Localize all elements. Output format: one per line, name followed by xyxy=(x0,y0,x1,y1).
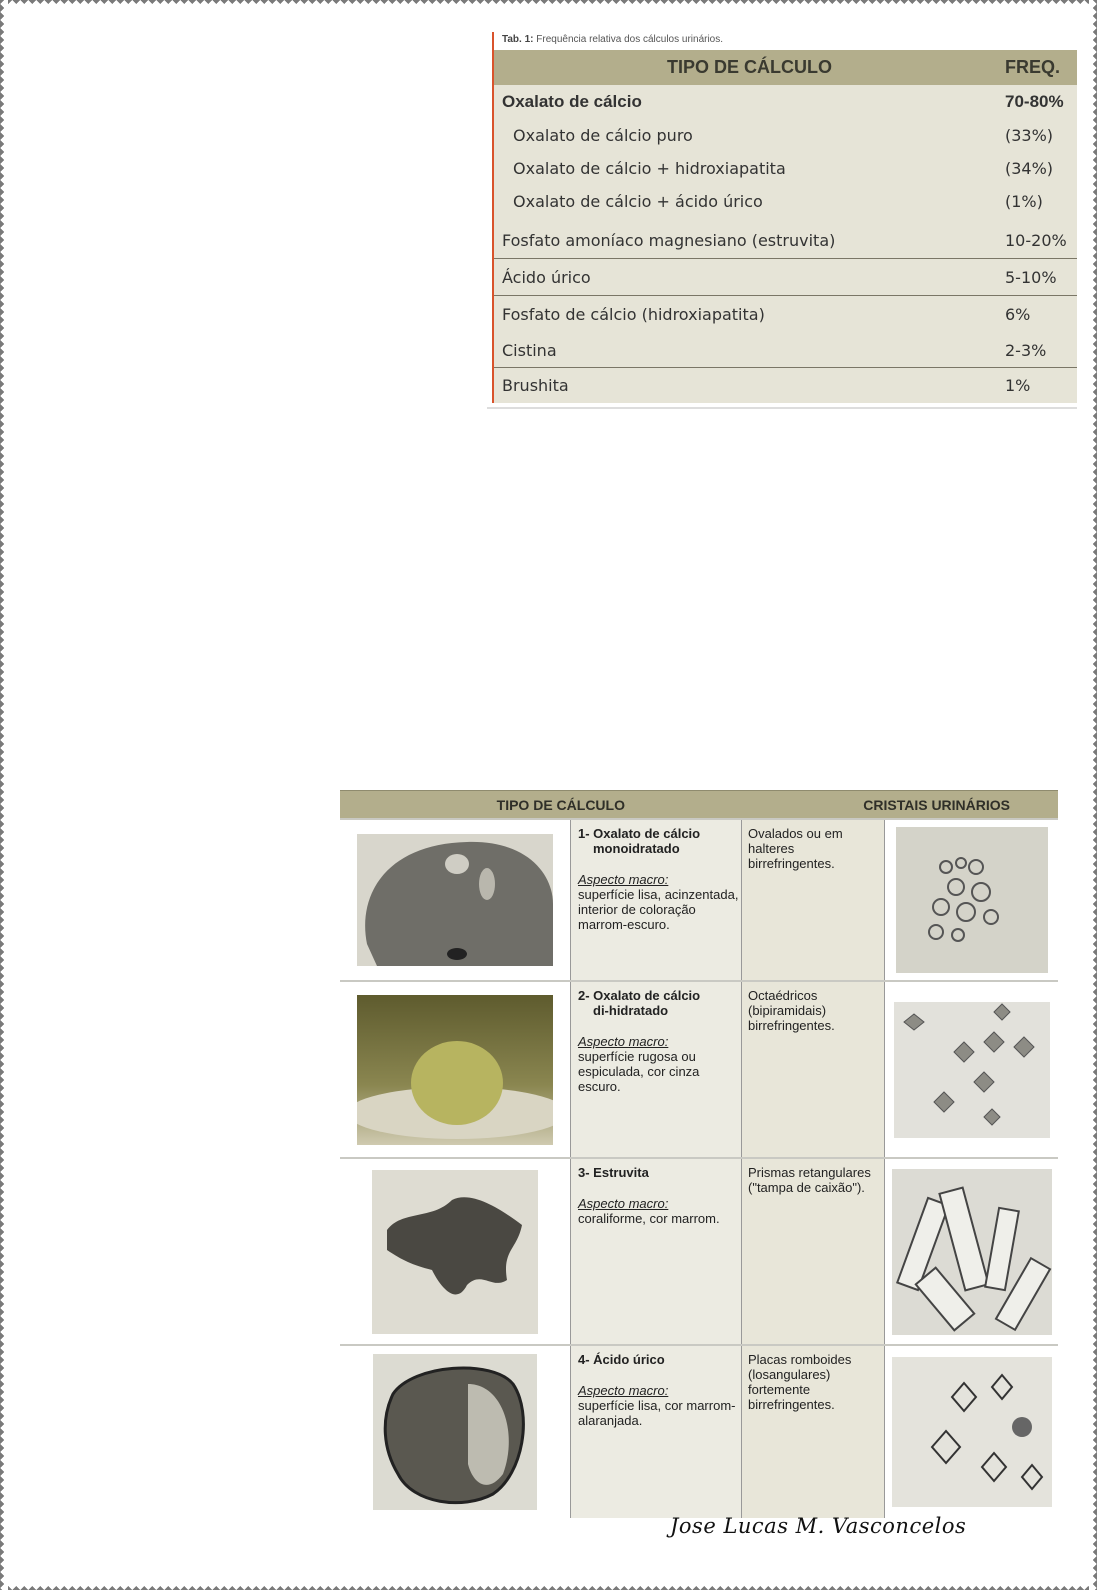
crystal-image xyxy=(884,1159,1058,1344)
table-row: 4- Ácido úrico Aspecto macro: superfície lisa, cor marrom-alaranjada. Placas romboides (losangulares) fortemente birrefringentes. xyxy=(340,1344,1058,1518)
table-row: 1- Oxalato de cálcio monoidratado Aspecto macro: superfície lisa, acinzentada, interior de coloração marrom-escuro. Ovalados ou em halteres birrefringentes. xyxy=(340,818,1058,980)
page-border-top xyxy=(0,0,1097,8)
page-border-bottom xyxy=(0,1582,1097,1590)
header-type: TIPO DE CÁLCULO xyxy=(667,57,832,77)
table-header: TIPO DE CÁLCULO CRISTAIS URINÁRIOS xyxy=(340,790,1058,818)
page-border-left xyxy=(0,0,8,1590)
page-border-right xyxy=(1089,0,1097,1590)
stone-image xyxy=(340,1159,570,1344)
stone-image xyxy=(340,820,570,980)
divider xyxy=(487,407,1077,409)
calculi-crystals-table xyxy=(340,790,1058,1518)
crystal-image xyxy=(884,982,1058,1157)
table-row: Oxalato de cálcio 70-80% xyxy=(494,85,1077,118)
table-row: Brushita 1% xyxy=(494,367,1077,403)
table-row: Oxalato de cálcio + ácido úrico (1%) xyxy=(494,185,1077,218)
table-row: Ácido úrico 5-10% xyxy=(494,258,1077,295)
table-row: Fosfato amoníaco magnesiano (estruvita) 10-20% xyxy=(494,218,1077,258)
table-row: Cistina 2-3% xyxy=(494,333,1077,367)
crystal-image xyxy=(884,820,1058,980)
table-row: 3- Estruvita Aspecto macro: coraliforme, cor marrom. Prismas retangulares ("tampa de caixão"). xyxy=(340,1157,1058,1344)
table-row: Oxalato de cálcio + hidroxiapatita (34%) xyxy=(494,152,1077,185)
crystal-image xyxy=(884,1346,1058,1518)
table-header xyxy=(494,50,1077,85)
table-row: Fosfato de cálcio (hidroxiapatita) 6% xyxy=(494,295,1077,333)
signature: Jose Lucas M. Vasconcelos xyxy=(670,1514,967,1538)
stone-image xyxy=(340,1346,570,1518)
table-caption: Tab. 1: Frequência relativa dos cálculos urinários. xyxy=(502,34,724,45)
frequency-table xyxy=(492,32,1077,403)
header-freq: FREQ. xyxy=(1005,57,1061,77)
table-row: 2- Oxalato de cálcio di-hidratado Aspecto macro: superfície rugosa ou espiculada, cor cinza escuro. Octaédricos (bipiramidais) birrefringentes. xyxy=(340,980,1058,1157)
stone-image xyxy=(340,982,570,1157)
table-row: Oxalato de cálcio puro (33%) xyxy=(494,118,1077,152)
